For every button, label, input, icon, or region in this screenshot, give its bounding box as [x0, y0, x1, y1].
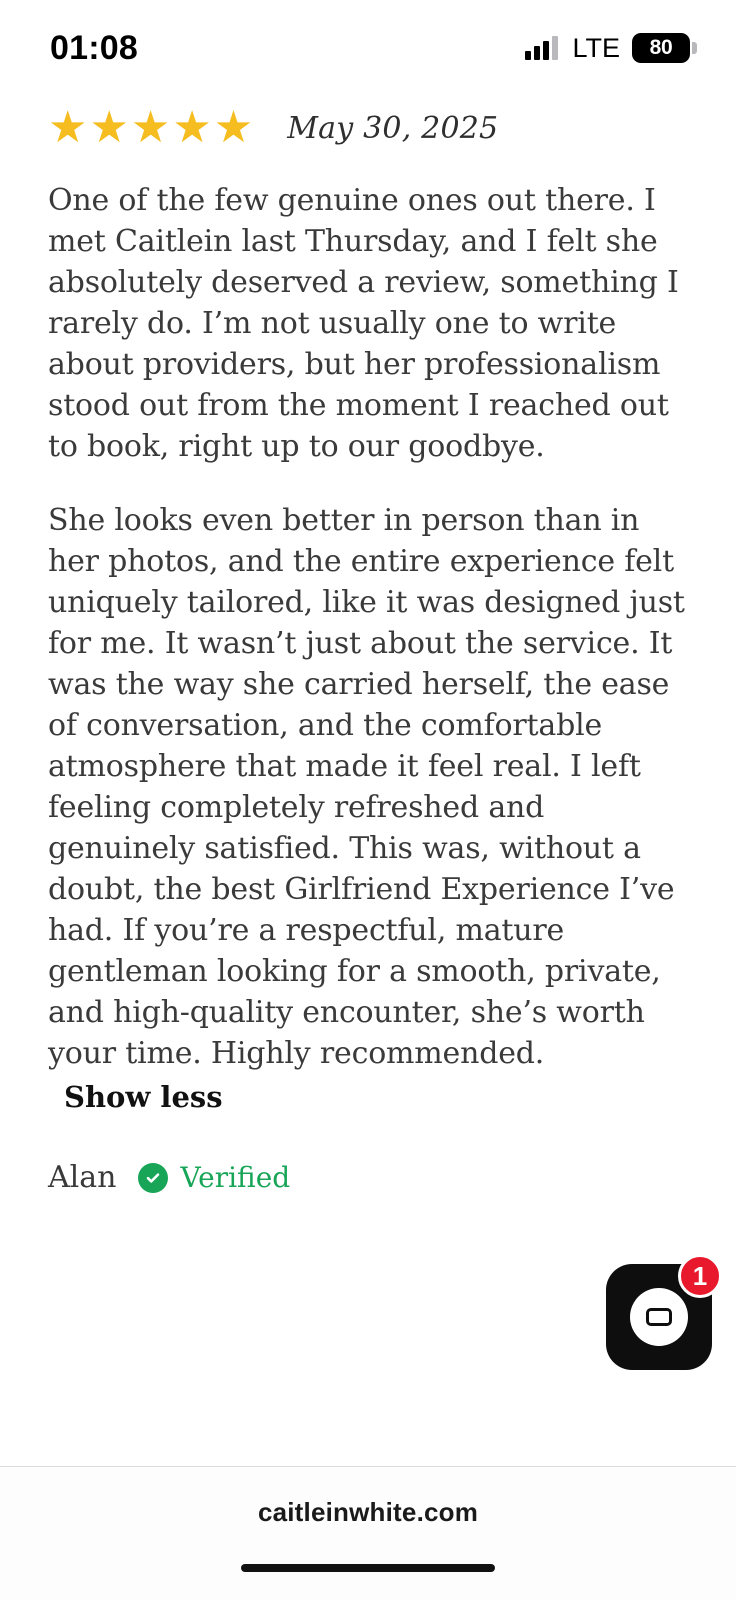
review-date: May 30, 2025 — [287, 110, 499, 146]
signal-bars-icon — [525, 36, 558, 60]
chat-bubble-icon — [630, 1288, 688, 1346]
status-badge — [138, 1161, 290, 1194]
review-header — [48, 96, 698, 150]
verified-label: Verified — [180, 1161, 291, 1194]
status-bar — [0, 0, 736, 96]
review-text — [48, 180, 698, 1074]
home-indicator-area — [0, 1558, 736, 1600]
chat-widget-button[interactable] — [606, 1260, 712, 1370]
browser-url-text: caitleinwhite.com — [257, 1497, 479, 1527]
show-less-toggle[interactable]: Show less — [64, 1080, 223, 1114]
battery-level-label: 80 — [649, 36, 673, 59]
carrier-label: LTE — [572, 32, 620, 63]
review-paragraph: One of the few genuine ones out there. I met Caitlein last Thursday, and I felt she absolutely deserved a review, something I rarely do. I’m not usually one to write about providers, but her professionalism stood out from the moment I reached out to book, right up to our goodbye. — [48, 183, 679, 464]
reviewer-name: Alan — [48, 1160, 117, 1195]
review-paragraph: She looks even better in person than in her photos, and the entire experience felt uniquely tailored, like it was designed just for me. It wasn’t just about the service. It was the way she carried herself, the ease of conversation, and the comfortable atmosphere that made it feel real. I left feeling completely refreshed and genuinely satisfied. This was, without a doubt, the best Girlfriend Experience I’ve had. If you’re a respectful, mature gentleman looking for a smooth, private, and high-quality encounter, she’s worth your time. Highly recommended. — [48, 503, 685, 1071]
status-indicators — [525, 33, 690, 64]
battery-icon — [632, 33, 690, 63]
chat-unread-badge: 1 — [678, 1254, 722, 1298]
status-time: 01:08 — [50, 28, 138, 67]
browser-address-bar[interactable] — [0, 1466, 736, 1558]
review-card — [0, 96, 736, 1466]
reviewer-row — [48, 1160, 698, 1195]
home-indicator[interactable] — [241, 1564, 495, 1572]
rating-stars: ★★★★★ — [48, 103, 256, 152]
verified-check-icon — [138, 1163, 168, 1193]
